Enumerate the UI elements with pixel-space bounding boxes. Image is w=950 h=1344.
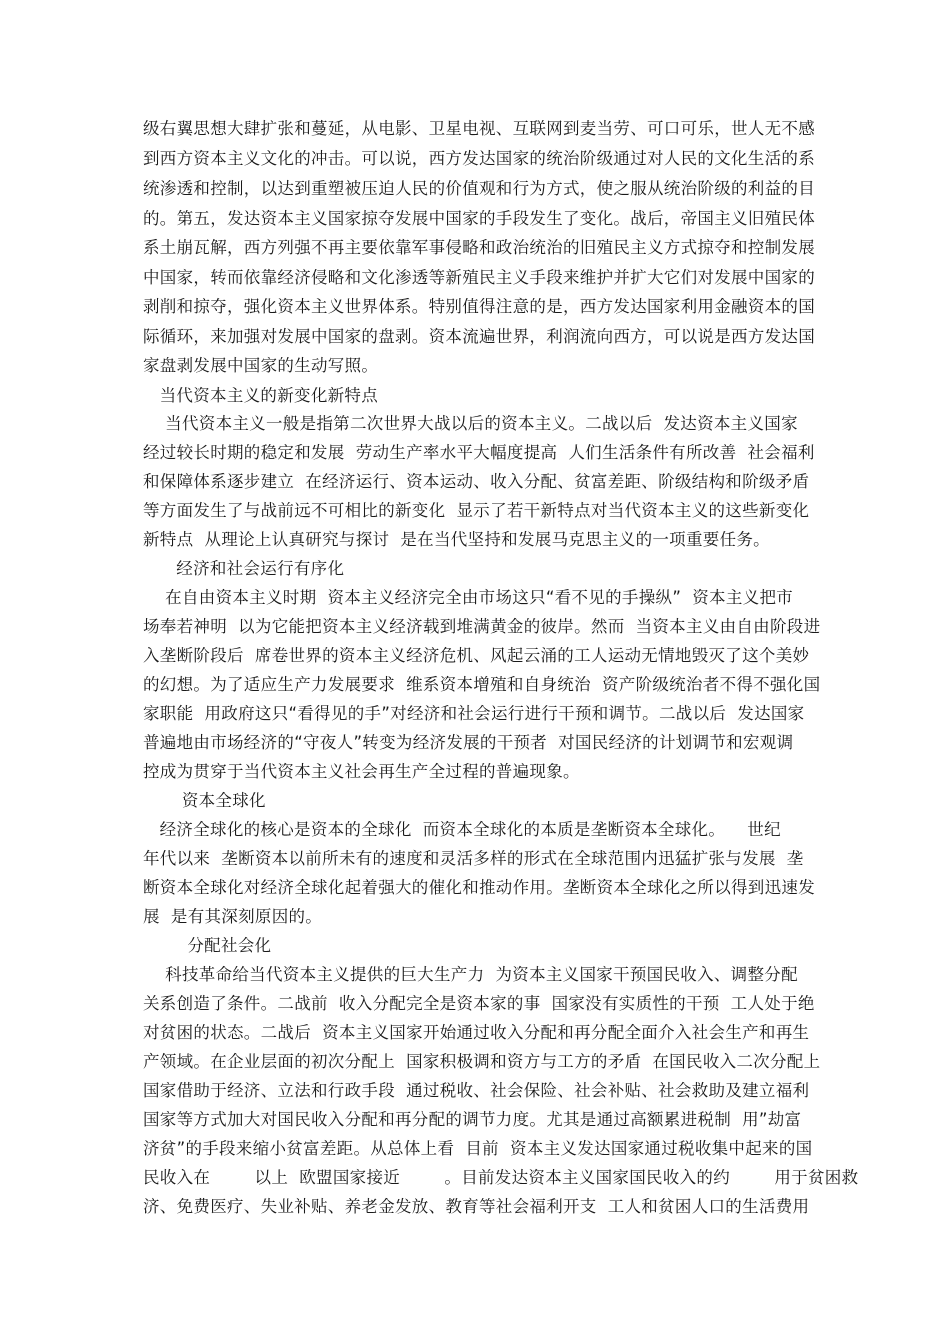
text-line: 经济全球化的核心是资本的全球化 而资本全球化的本质是垄断资本全球化。 世纪 xyxy=(143,820,781,839)
section-heading: 经济和社会运行有序化 xyxy=(143,559,345,578)
text-line: 国家等方式加大对国民收入分配和再分配的调节力度。尤其是通过高额累进税制 用”劫富 xyxy=(143,1110,802,1129)
text-line: 统渗透和控制，以达到重塑被压迫人民的价值观和行为方式，使之服从统治阶级的利益的目 xyxy=(143,179,815,198)
text-line: 级右翼思想大肆扩张和蔓延，从电影、卫星电视、互联网到麦当劳、可口可乐，世人无不感 xyxy=(143,119,815,138)
text-line: 入垄断阶段后 席卷世界的资本主义经济危机、风起云涌的工人运动无情地毁灭了这个美妙 xyxy=(143,646,810,665)
text-line: 际循环，来加强对发展中国家的盘剥。资本流遍世界，利润流向西方，可以说是西方发达国 xyxy=(143,327,815,346)
text-line: 中国家，转而依靠经济侵略和文化渗透等新殖民主义手段来维护并扩大它们对发展中国家的 xyxy=(143,268,815,287)
text-line: 当代资本主义一般是指第二次世界大战以后的资本主义。二战以后 发达资本主义国家 xyxy=(143,414,798,433)
text-line: 家职能 用政府这只“看得见的手”对经济和社会运行进行干预和调节。二战以后 发达国家 xyxy=(143,704,805,723)
text-line: 和保障体系逐步建立 在经济运行、资本运动、收入分配、贫富差距、阶级结构和阶级矛盾 xyxy=(143,472,810,491)
text-line: 新特点 从理论上认真研究与探讨 是在当代坚持和发展马克思主义的一项重要任务。 xyxy=(143,530,770,549)
text-line: 国家借助于经济、立法和行政手段 通过税收、社会保险、社会补贴、社会救助及建立福利 xyxy=(143,1081,810,1100)
text-line: 断资本全球化对经济全球化起着强大的催化和推动作用。垄断资本全球化之所以得到迅速发 xyxy=(143,878,815,897)
text-line: 场奉若神明 以为它能把资本主义经济载到堆满黄金的彼岸。然而 当资本主义由自由阶段进 xyxy=(143,617,821,636)
text-line: 的。第五，发达资本主义国家掠夺发展中国家的手段发生了变化。战后，帝国主义旧殖民体 xyxy=(143,209,815,228)
text-line: 经过较长时期的稳定和发展 劳动生产率水平大幅度提高 人们生活条件有所改善 社会福利 xyxy=(143,443,815,462)
text-line: 民收入在 以上 欧盟国家接近 。目前发达资本主义国家国民收入的约 用于贫困救 xyxy=(143,1168,859,1187)
text-line: 到西方资本主义文化的冲击。可以说，西方发达国家的统治阶级通过对人民的文化生活的系 xyxy=(143,149,815,168)
text-line: 关系创造了条件。二战前 收入分配完全是资本家的事 国家没有实质性的干预 工人处于绝 xyxy=(143,994,815,1013)
text-line: 济贫”的手段来缩小贫富差距。从总体上看 目前 资本主义发达国家通过税收集中起来的国 xyxy=(143,1139,813,1158)
text-line: 产领域。在企业层面的初次分配上 国家积极调和资方与工方的矛盾 在国民收入二次分配上 xyxy=(143,1052,821,1071)
text-line: 对贫困的状态。二战后 资本主义国家开始通过收入分配和再分配全面介入社会生产和再生 xyxy=(143,1023,810,1042)
text-line: 系土崩瓦解，西方列强不再主要依靠军事侵略和政治统治的旧殖民主义方式掠夺和控制发展 xyxy=(143,238,815,257)
text-line: 的幻想。为了适应生产力发展要求 维系资本增殖和自身统治 资产阶级统治者不得不强化国 xyxy=(143,675,821,694)
section-heading: 资本全球化 xyxy=(143,791,266,810)
text-line: 科技革命给当代资本主义提供的巨大生产力 为资本主义国家干预国民收入、调整分配 xyxy=(143,965,798,984)
section-heading: 分配社会化 xyxy=(143,936,272,955)
text-line: 普遍地由市场经济的“守夜人”转变为经济发展的干预者 对国民经济的计划调节和宏观调 xyxy=(143,733,794,752)
text-line: 年代以来 垄断资本以前所未有的速度和灵活多样的形式在全球范围内迅猛扩张与发展 垄 xyxy=(143,849,804,868)
section-heading: 当代资本主义的新变化新特点 xyxy=(143,386,379,405)
text-line: 等方面发生了与战前远不可相比的新变化 显示了若干新特点对当代资本主义的这些新变化 xyxy=(143,501,810,520)
text-line: 家盘剥发展中国家的生动写照。 xyxy=(143,356,379,375)
text-line: 在自由资本主义时期 资本主义经济完全由市场这只“看不见的手操纵” 资本主义把市 xyxy=(143,588,794,607)
text-line: 展 是有其深刻原因的。 xyxy=(143,907,323,926)
text-line: 济、免费医疗、失业补贴、养老金发放、教育等社会福利开支 工人和贫困人口的生活费用 xyxy=(143,1197,810,1216)
text-line: 剥削和掠夺，强化资本主义世界体系。特别值得注意的是，西方发达国家利用金融资本的国 xyxy=(143,297,815,316)
text-line: 控成为贯穿于当代资本主义社会再生产全过程的普遍现象。 xyxy=(143,762,580,781)
